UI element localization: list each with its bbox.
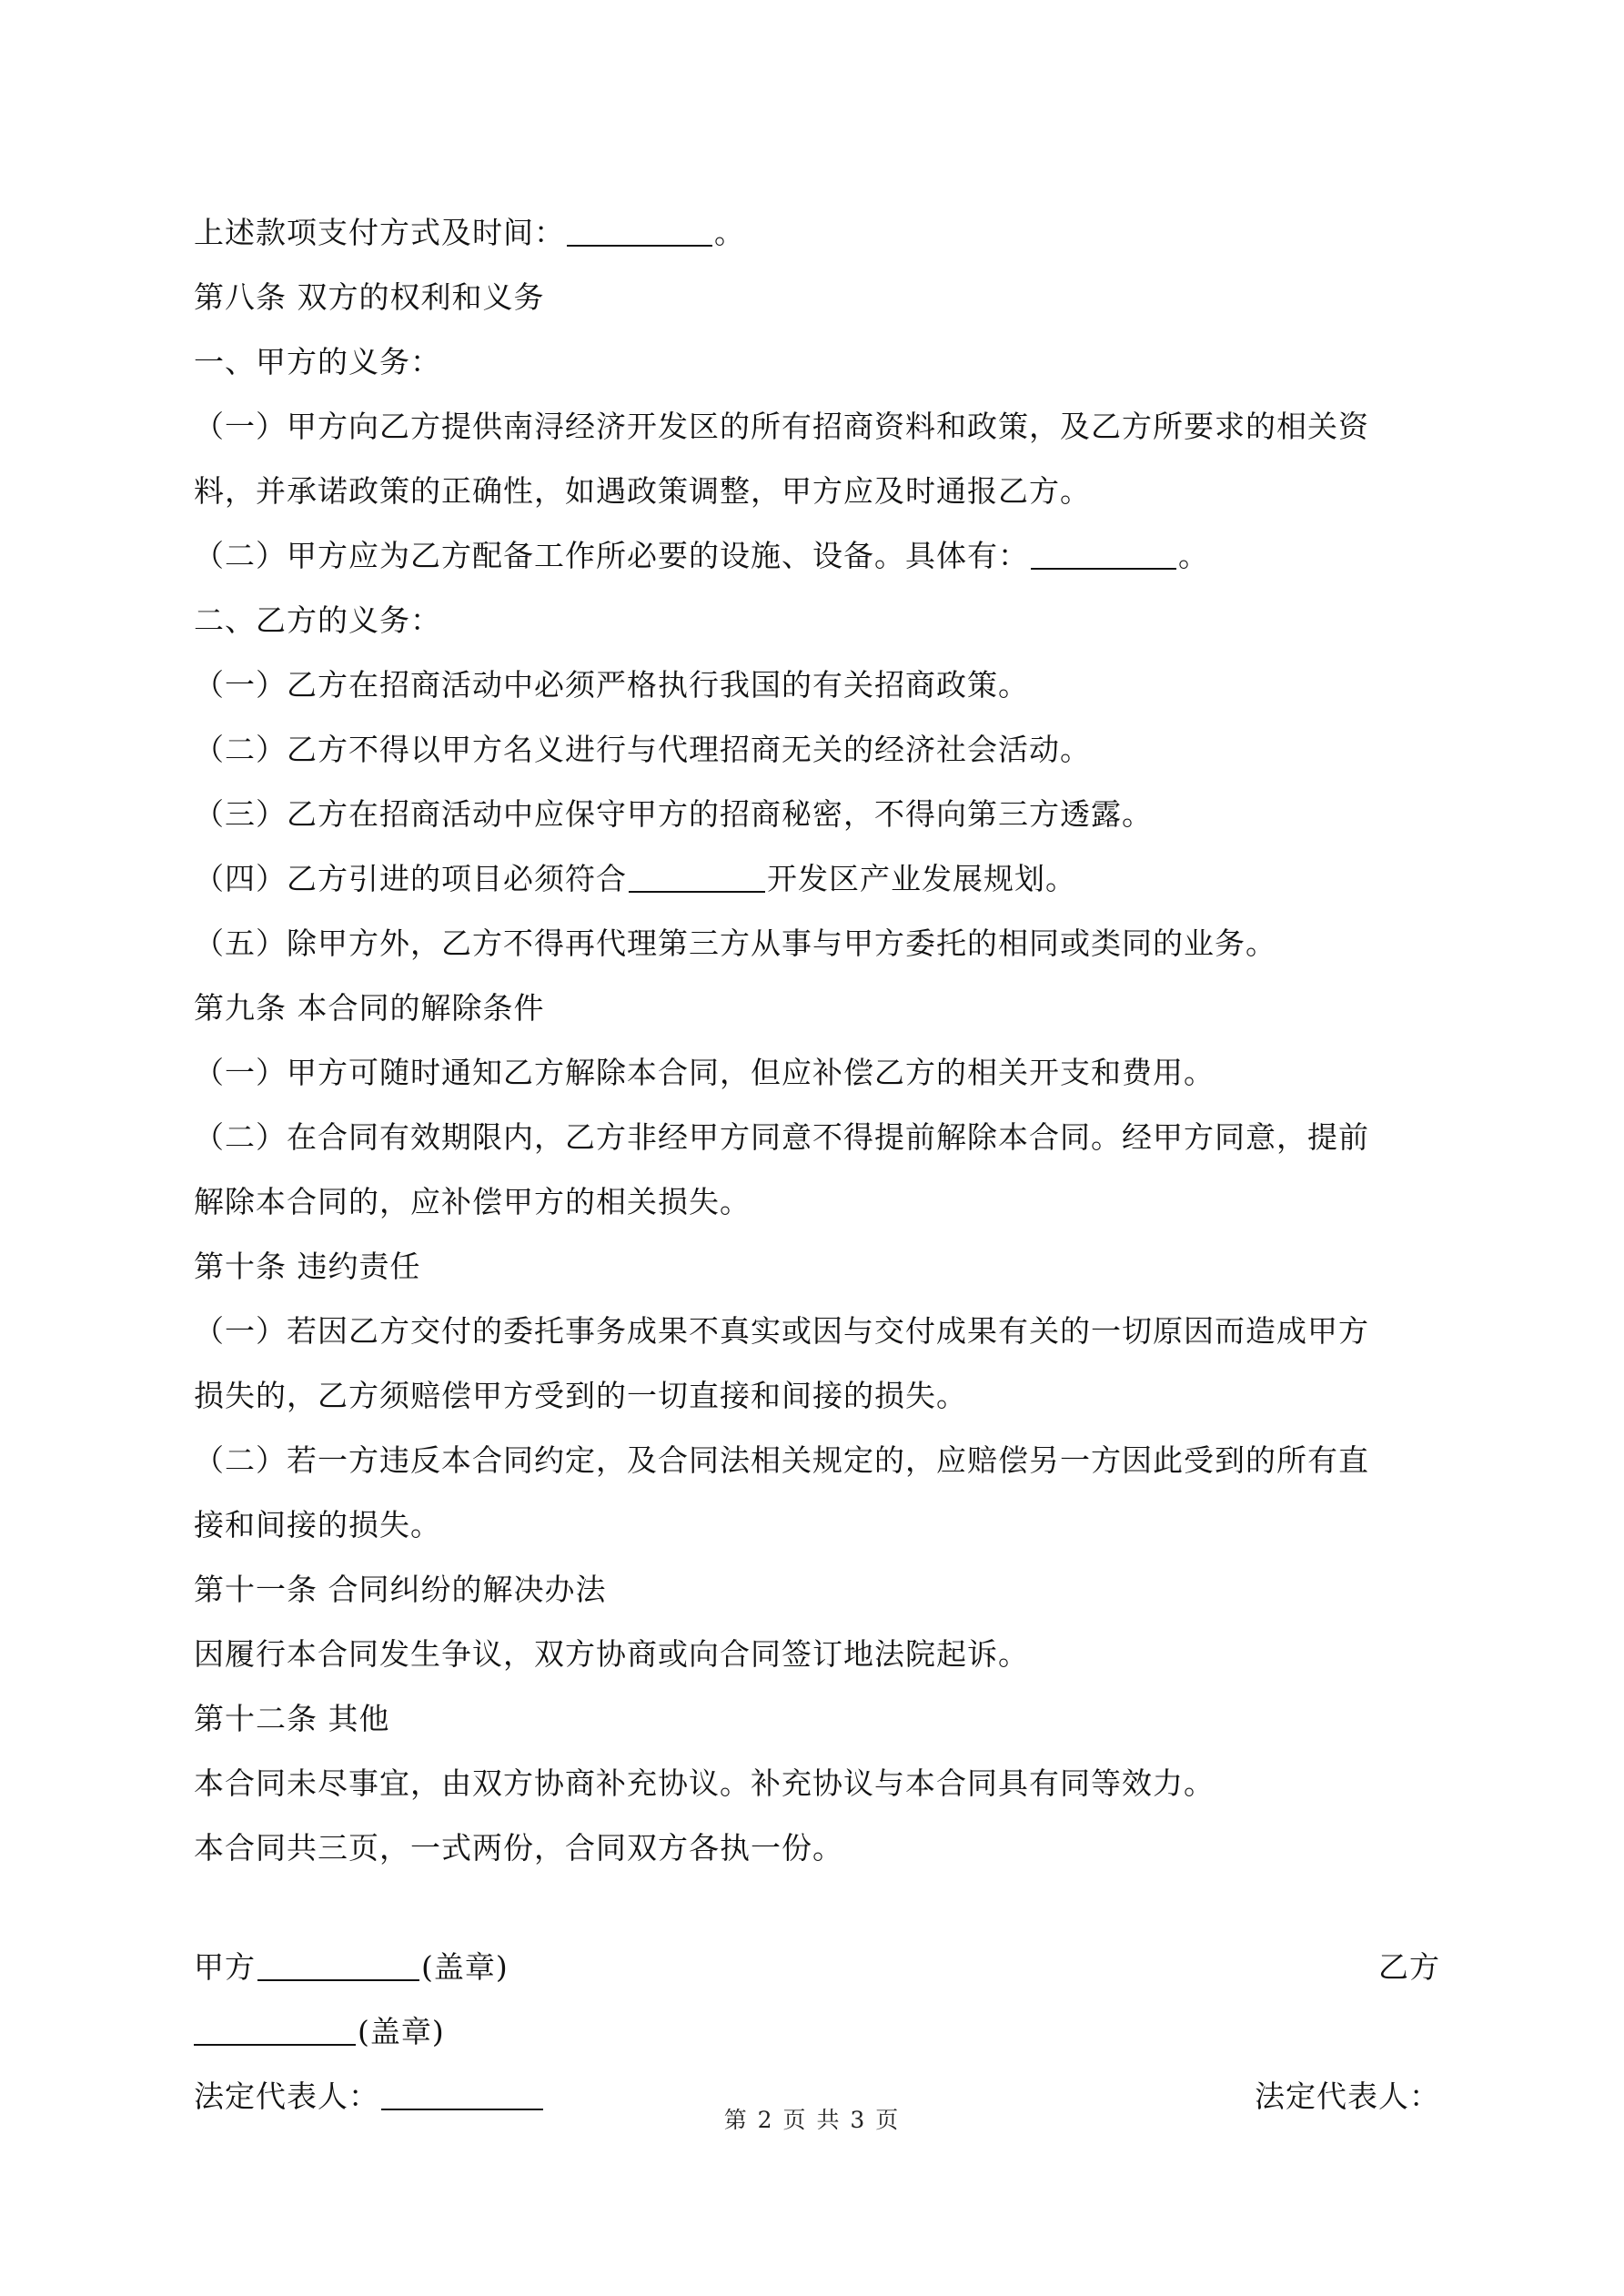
payment-method-line [194, 200, 1440, 265]
rep-b-label: 法定代表人： [1255, 2079, 1440, 2114]
line-text: （四）乙方引进的项目必须符合 [194, 861, 627, 896]
paragraph-line: （二）若一方违反本合同约定，及合同法相关规定的，应赔偿另一方因此受到的所有直 [194, 1442, 1369, 1478]
party-a-label: 甲方 [194, 1949, 256, 1985]
paragraph-line: 损失的，乙方须赔偿甲方受到的一切直接和间接的损失。 [194, 1378, 967, 1413]
paragraph-line: （一）乙方在招商活动中必须严格执行我国的有关招商政策。 [194, 667, 1029, 703]
paragraph-line: （一）甲方向乙方提供南浔经济开发区的所有招商资料和政策，及乙方所要求的相关资 [194, 409, 1369, 444]
article-9-heading: 第九条 本合同的解除条件 [194, 990, 545, 1026]
paragraph-line: （二）在合同有效期限内，乙方非经甲方同意不得提前解除本合同。经甲方同意，提前 [194, 1119, 1369, 1155]
paragraph-line: 解除本合同的，应补偿甲方的相关损失。 [194, 1184, 751, 1219]
line-text: （二）甲方应为乙方配备工作所必要的设施、设备。具体有： [194, 538, 1029, 573]
signature-row-parties [194, 1935, 1440, 1999]
signature-row-party-b-seal [194, 1999, 1440, 2064]
paragraph-line: （一）甲方可随时通知乙方解除本合同，但应补偿乙方的相关开支和费用。 [194, 1055, 1215, 1090]
article-10-heading: 第十条 违约责任 [194, 1249, 421, 1284]
party-b-blank [194, 2013, 356, 2046]
line-text: 。 [714, 215, 745, 250]
paragraph-line: 接和间接的损失。 [194, 1507, 441, 1542]
party-b-seal: (盖章) [358, 2014, 445, 2049]
party-a-seal: (盖章) [421, 1949, 509, 1985]
party-b-obligations-heading: 二、乙方的义务： [194, 602, 441, 638]
paragraph-line: （二）乙方不得以甲方名义进行与代理招商无关的经济社会活动。 [194, 732, 1091, 767]
contract-body [194, 200, 1440, 2129]
paragraph-line: 因履行本合同发生争议，双方协商或向合同签订地法院起诉。 [194, 1636, 1029, 1672]
party-b-label: 乙方 [1378, 1949, 1440, 1985]
rep-a-label: 法定代表人： [194, 2079, 379, 2114]
blank-field [567, 214, 712, 247]
paragraph-line: （五）除甲方外，乙方不得再代理第三方从事与甲方委托的相同或类同的业务。 [194, 925, 1276, 961]
page-footer: 第 2 页 共 3 页 [723, 2107, 901, 2133]
article-11-heading: 第十一条 合同纠纷的解决办法 [194, 1572, 607, 1607]
blank-field [1031, 537, 1176, 570]
project-requirement-line [194, 846, 1440, 911]
spacer [194, 1880, 1440, 1935]
paragraph-line: （一）若因乙方交付的委托事务成果不真实或因与交付成果有关的一切原因而造成甲方 [194, 1313, 1369, 1349]
paragraph-line: 本合同未尽事宜，由双方协商补充协议。补充协议与本合同具有同等效力。 [194, 1765, 1215, 1801]
article-8-heading: 第八条 双方的权利和义务 [194, 279, 545, 315]
party-a-obligations-heading: 一、甲方的义务： [194, 344, 441, 379]
paragraph-line: 料，并承诺政策的正确性，如遇政策调整，甲方应及时通报乙方。 [194, 473, 1091, 509]
paragraph-line: （三）乙方在招商活动中应保守甲方的招商秘密，不得向第三方透露。 [194, 796, 1153, 832]
line-text: 。 [1178, 538, 1209, 573]
paragraph-line: 本合同共三页，一式两份，合同双方各执一份。 [194, 1830, 843, 1866]
party-a-blank [257, 1948, 419, 1981]
line-text: 上述款项支付方式及时间： [194, 215, 565, 250]
blank-field [629, 860, 765, 893]
equipment-line [194, 523, 1440, 588]
article-12-heading: 第十二条 其他 [194, 1701, 390, 1736]
line-text: 开发区产业发展规划。 [767, 861, 1076, 896]
